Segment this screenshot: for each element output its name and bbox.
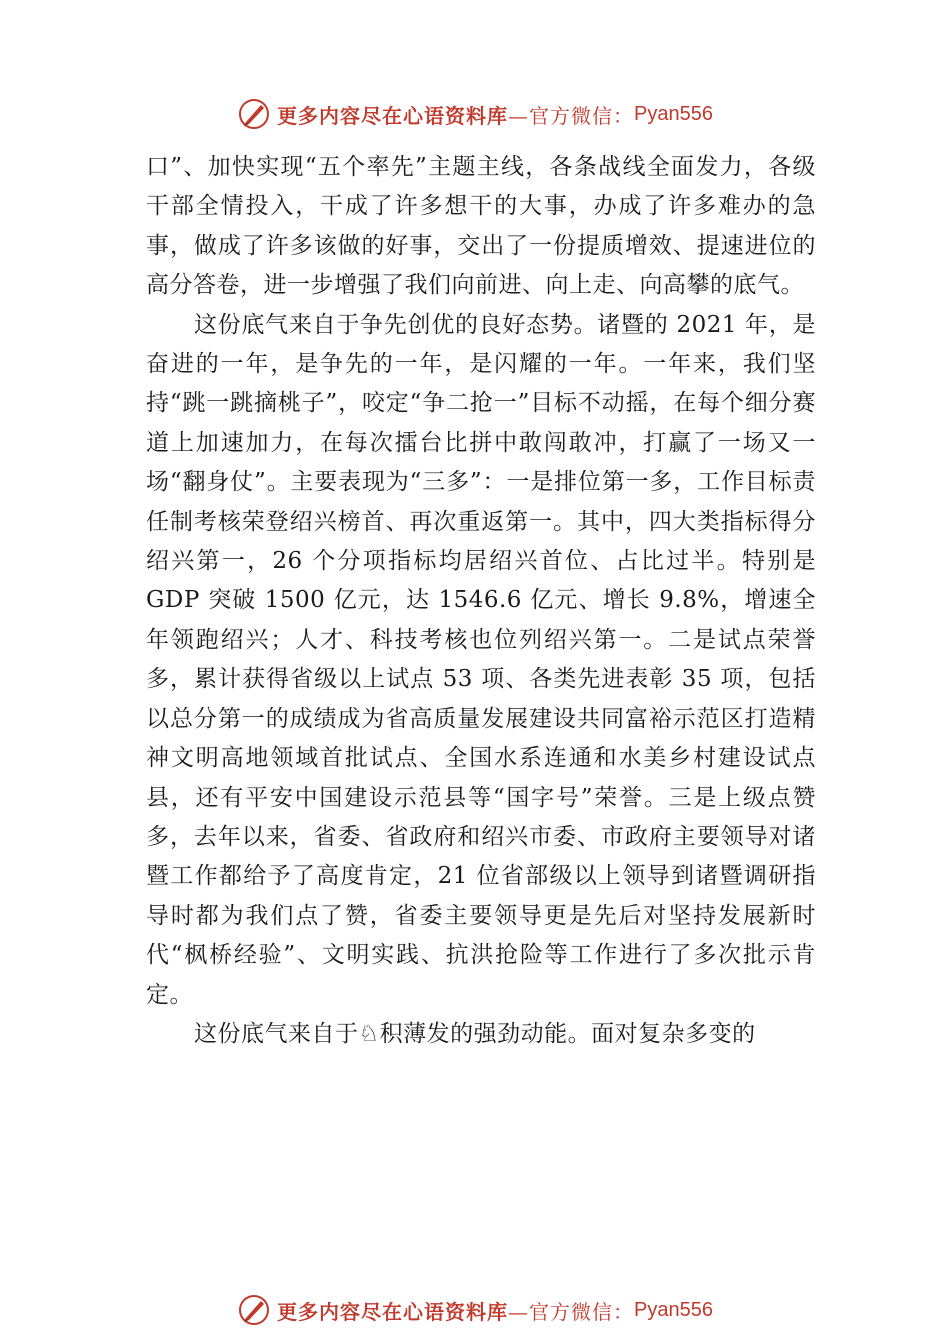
header-brand: 更多内容尽在心语资料库 <box>277 103 509 128</box>
footer-brand: 更多内容尽在心语资料库 <box>277 1299 509 1324</box>
pen-logo-icon <box>237 1293 271 1327</box>
footer-wechat-id: Pyan556 <box>634 1298 713 1321</box>
paragraph-2: 这份底气来自于争先创优的良好态势。诸暨的 2021 年，是奋进的一年，是争先的一年，是闪耀的一年。一年来，我们坚持“跳一跳摘桃子”，咬定“争二抢一”目标不动摇，在每个细分赛道上加速加力，在每次擂台比拼中敢闯敢冲，打赢了一场又一场“翻身仗”。主要表现为“三多”：一是排位第一多，工作目标责任制考核荣登绍兴榜首、再次重返第一。其中，四大类指标得分绍兴第一，26 个分项指标均居绍兴首位、占比过半。特别是 GDP 突破 1500 亿元，达 1546.6 亿元、增长 9.8%，增速全年领跑绍兴；人才、科技考核也位列绍兴第一。二是试点荣誉多，累计获得省级以上试点 53 项、各类先进表彰 35 项，包括以总分第一的成绩成为省高质量发展建设共同富裕示范区打造精神文明高地领域首批试点、全国水系连通和水美乡村建设试点县，还有平安中国建设示范县等“国字号”荣誉。三是上级点赞多，去年以来，省委、省政府和绍兴市委、市政府主要领导对诸暨工作都给予了高度肯定，21 位省部级以上领导到诸暨调研指导时都为我们点了赞，省委主要领导更是先后对坚持发展新时代“枫桥经验”、文明实践、抗洪抢险等工作进行了多次批示肯定。 <box>146 311 816 1008</box>
pen-logo-icon <box>237 97 271 131</box>
document-body <box>146 148 816 1054</box>
footer-banner <box>0 1290 950 1330</box>
header-wechat-label: —官方微信： <box>508 103 635 128</box>
footer-wechat-label: —官方微信： <box>508 1299 635 1324</box>
paragraph-1: 口”、加快实现“五个率先”主题主线，各条战线全面发力，各级干部全情投入，干成了许多想干的大事，办成了许多难办的急事，做成了许多该做的好事，交出了一份提质增效、提速进位的高分答卷，进一步增强了我们向前进、向上走、向高攀的底气。 <box>146 154 816 299</box>
header-banner <box>0 94 950 134</box>
header-wechat-id: Pyan556 <box>634 102 713 125</box>
paragraph-3: 这份底气来自于♘积薄发的强劲动能。面对复杂多变的 <box>194 1020 756 1047</box>
